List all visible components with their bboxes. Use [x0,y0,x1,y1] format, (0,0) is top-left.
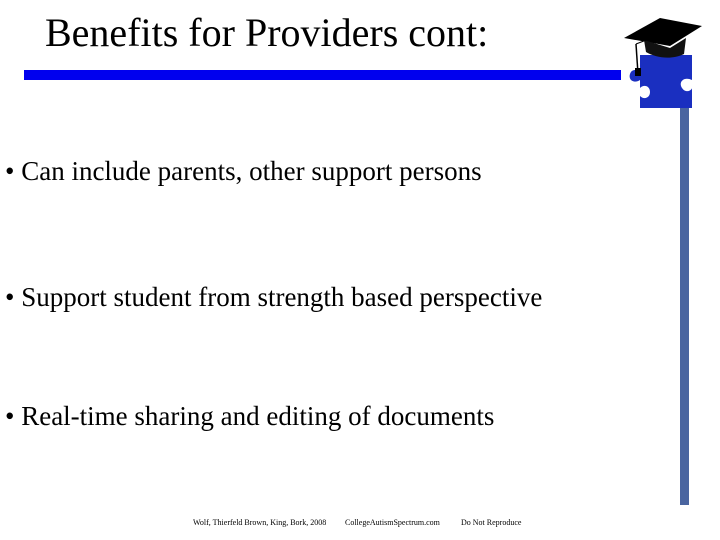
footer-notice: Do Not Reproduce [461,518,522,527]
footer-website: CollegeAutismSpectrum.com [345,518,440,527]
bullet-item: • Support student from strength based perspective [5,282,543,312]
bullet-item: • Real-time sharing and editing of documents [5,401,495,431]
title-underline-bar [24,70,621,80]
bullet-item: • Can include parents, other support persons [5,156,482,186]
graduation-cap-puzzle-piece-icon [622,8,704,108]
slide-title: Benefits for Providers cont: [45,10,489,55]
side-accent-bar [680,108,689,505]
footer-authors: Wolf, Thierfeld Brown, King, Bork, 2008 [193,518,327,527]
